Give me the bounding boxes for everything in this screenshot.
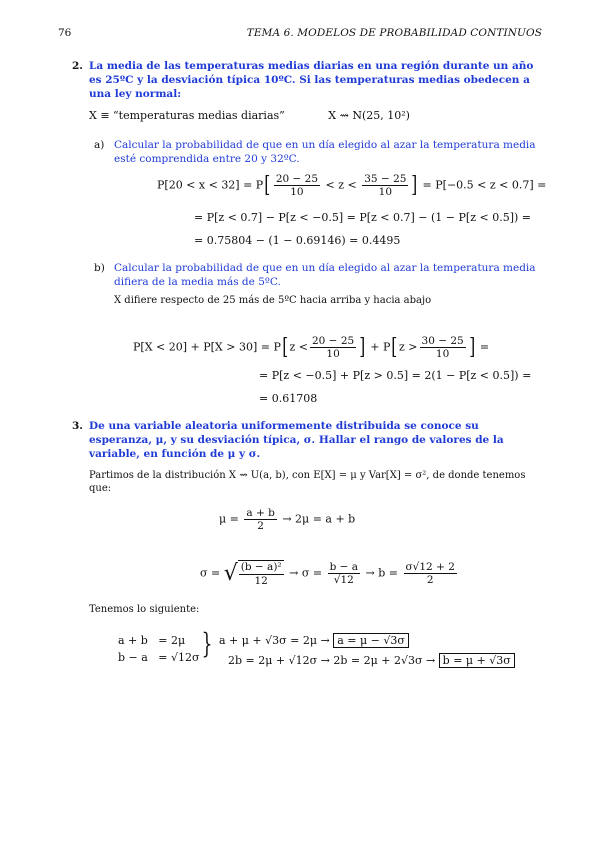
problem-3-statement: De una variable aleatoria uniformemente distribuida se conoce su esperanza, μ, y su desviación típica, σ. Hallar el rango de valores de la variable, en función de μ y σ. [89,420,504,460]
eq-a1-mid: < z < [325,178,357,192]
variable-def-text: X ≡ “temperaturas medias diarias” [89,109,285,122]
bracket-open: [ [391,334,398,360]
part-b-label: b) [94,262,105,274]
part-a-equation-line1 [157,173,546,198]
frac-den: 2 [257,520,264,533]
bracket-open: [ [264,172,271,198]
part-b-equation-line3: = 0.61708 [259,392,318,405]
sigma-lhs: σ = [200,566,221,580]
frac-den: 10 [290,186,304,199]
distribution-text: X ⇝ N(25, 10²) [328,109,410,122]
fraction [420,335,466,360]
frac-den: 2 [426,574,434,587]
result-b-box: b = μ + √3σ [439,653,515,668]
res2-text: 2b = 2μ + √12σ → 2b = 2μ + 2√3σ → [228,654,436,667]
eq-b1-lhs: P[X < 20] + P[X > 30] = P [133,340,281,354]
system-eq2: b − a = √12σ [118,651,200,664]
part-a-question: Calcular la probabilidad de que en un día elegido al azar la temperatura media esté comprendida entre 20 y 32ºC. [114,139,536,165]
eq-b1-plus: + P [370,340,391,354]
frac-num: σ√12 + 2 [405,560,455,573]
frac-den: 10 [435,348,450,361]
eq-a1-rhs: = P[−0.5 < z < 0.7] = [422,178,547,192]
frac-num: b − a [329,560,359,573]
problem-2-statement: La media de las temperaturas medias diarias en una región durante un año es 25ºC y la desviación típica 10ºC. Si las temperaturas medias obedecen a una ley normal: [89,60,534,100]
fraction [404,561,457,586]
part-a-equation-line3: = 0.75804 − (1 − 0.69146) = 0.4495 [194,234,401,247]
problem-3-number: 3. [72,420,83,432]
part-b-note: X difiere respecto de 25 más de 5ºC hacia arriba y hacia abajo [114,295,432,306]
system-eq1: a + b = 2μ [118,634,186,647]
frac-num: (b − a)² [240,561,282,574]
page-number: 76 [58,27,72,39]
system-brace: } [201,627,213,660]
eq-b1-z2: z > [399,340,418,354]
part-b-equation-line2: = P[z < −0.5] + P[z > 0.5] = 2(1 − P[z < 0.5]) = [259,369,532,382]
variable-definition [89,109,410,124]
frac-num: 35 − 25 [364,173,407,185]
problem-2-number: 2. [72,60,83,72]
frac-den: 12 [254,574,268,587]
eq-b1-z1: z < [289,340,308,354]
fraction [274,173,320,198]
frac-den: 10 [326,348,340,361]
fraction [328,561,360,586]
mu-lhs: μ = [219,512,239,526]
fraction [244,507,276,532]
res1-text: a + μ + √3σ = 2μ → [219,634,330,647]
mu-equation [219,507,355,532]
page-header [58,27,542,41]
running-title: TEMA 6. MODELOS DE PROBABILIDAD CONTINUOS [246,27,542,39]
bracket-open: [ [282,334,289,360]
frac-num: 20 − 25 [275,173,319,185]
sqrt-icon: √ [223,561,238,586]
part-b-equation-line1 [133,335,489,360]
tenemos-text: Tenemos lo siguiente: [89,604,200,615]
frac-num: a + b [246,507,275,519]
problem-3-intro: Partimos de la distribución X ⇝ U(a, b), con E[X] = μ y Var[X] = σ², de donde tenemos que: [89,470,526,495]
frac-num: 30 − 25 [421,335,464,347]
frac-den: √12 [333,574,354,587]
result-line1 [219,634,409,649]
eq-a1-lhs: P[20 < x < 32] = P [157,178,264,192]
bracket-close: ] [411,172,418,198]
fraction [310,335,356,360]
frac-den: 10 [378,186,393,199]
frac-num: 20 − 25 [311,335,355,347]
part-a-label: a) [94,139,105,151]
result-a-box: a = μ − √3σ [333,633,409,648]
sigma-equation [200,559,459,588]
part-b-question: Calcular la probabilidad de que en un día elegido al azar la temperatura media difiera de la media más de 5ºC. [114,262,536,288]
result-line2 [228,654,515,669]
sigma-mid2: → b = [365,566,398,580]
sigma-mid: → σ = [289,566,323,580]
fraction [362,173,408,198]
mu-rhs: → 2μ = a + b [282,512,356,526]
part-a-equation-line2: = P[z < 0.7] − P[z < −0.5] = P[z < 0.7] − (1 − P[z < 0.5]) = [194,211,531,224]
eq-b1-equals: = [479,340,490,354]
sqrt-fraction [238,560,284,586]
bracket-close: ] [469,334,476,360]
bracket-close: ] [359,334,366,360]
